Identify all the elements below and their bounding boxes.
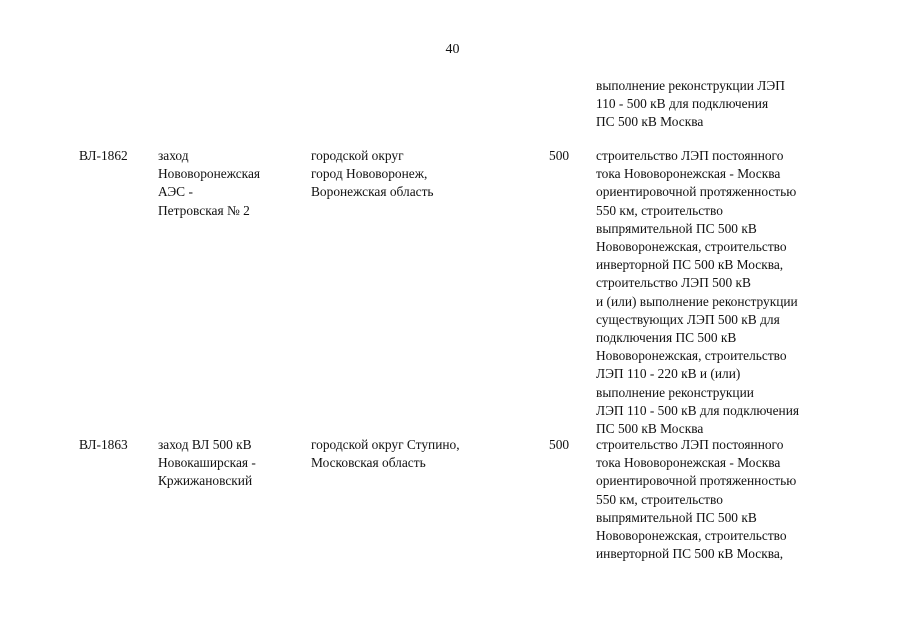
row-description: строительство ЛЭП постоянного тока Нововоронежская - Москва ориентировочной протяженностью 550 км, строительство выпрямительной ПС 500 кВ Нововоронежская, строительство инверторной ПС 500 кВ Москва, строительство ЛЭП 500 кВ и (или) выполнение реконструкции существующих ЛЭП 500 кВ для подключения ПС 500 кВ Нововоронежская, строительство ЛЭП 110 - 220 кВ и (или) выполнение реконструкции ЛЭП 110 - 500 кВ для подключения ПС 500 кВ Москва [596,148,800,437]
row-location: городской округ Ступино, Московская область [311,437,460,471]
continued-description: выполнение реконструкции ЛЭП 110 - 500 кВ для подключения ПС 500 кВ Москва [596,78,785,130]
row-name: заход Нововоронежская АЭС - Петровская № 2 [158,148,261,218]
row-voltage: 500 [549,148,570,163]
row-description: строительство ЛЭП постоянного тока Нововоронежская - Москва ориентировочной протяженностью 550 км, строительство выпрямительной ПС 500 кВ Нововоронежская, строительство инверторной ПС 500 кВ Москва, [596,437,797,562]
row-voltage: 500 [549,437,570,452]
page-number: 40 [445,42,460,57]
row-name: заход ВЛ 500 кВ Новокаширская - Кржижановский [158,437,256,489]
row-location: городской округ город Нововоронеж, Воронежская область [311,148,434,200]
row-code: ВЛ-1862 [79,148,128,163]
row-code: ВЛ-1863 [79,437,128,452]
